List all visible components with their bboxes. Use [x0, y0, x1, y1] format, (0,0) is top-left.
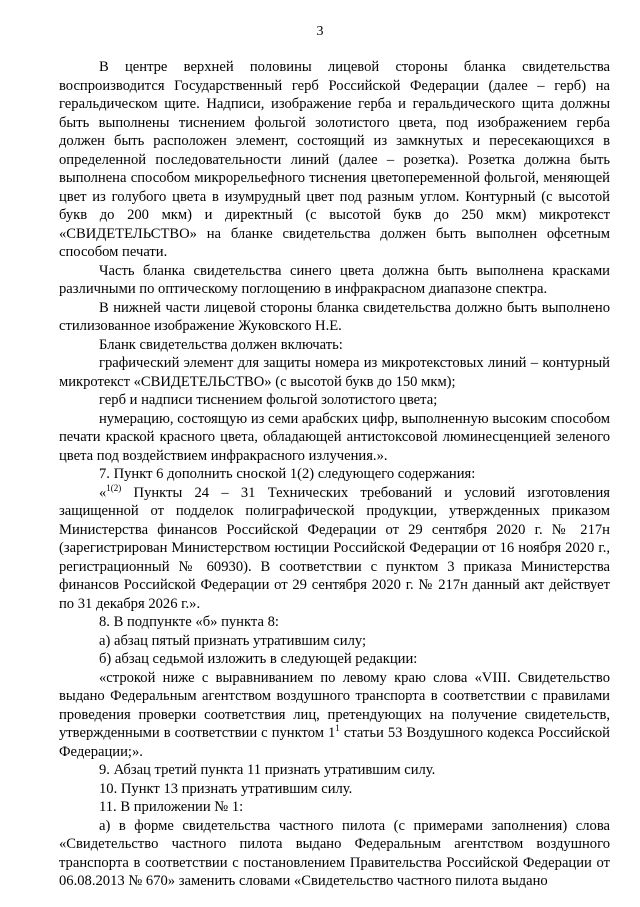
paragraph-item-11a: а) в форме свидетельства частного пилота (с примерами заполнения) слова «Свидетельство частного пилота выдано Федеральным агентством воздушного транспорта в соответствии с постановлением Правительства Российской Федерации от 06.08.2013 № 670» заменить словами «Свидетельство частного пилота выдано	[59, 817, 610, 889]
footnote-marker: 1(2)	[106, 482, 122, 493]
paragraph-item-8b: б) абзац седьмой изложить в следующей редакции:	[99, 651, 418, 667]
paragraph-zhukovsky-image: В нижней части лицевой стороны бланка свидетельства должно быть выполнено стилизованное изображение Жуковского Н.Е.	[59, 299, 610, 334]
new-wording-body: «строкой ниже с выравниванием по левому краю слова «VIII. Свидетельство выдано Федеральным агентством воздушного транспорта в соответствии с правилами проведения проверки соответствия лиц, претендующих на получение свидетельств, утвержденными в соответствии с пунктом 1	[59, 669, 610, 741]
new-wording-superscript: 1	[335, 723, 340, 734]
paragraph-graphic-element: графический элемент для защиты номера из микротекстовых линий – контурный микротекст «СВИДЕТЕЛЬСТВО» (с высотой букв до 150 мкм);	[59, 355, 610, 390]
paragraph-blue-part: Часть бланка свидетельства синего цвета должна быть выполнена красками различными по оптическому поглощению в инфракрасном диапазоне спектра.	[59, 262, 610, 297]
paragraph-blank-includes: Бланк свидетельства должен включать:	[99, 336, 343, 353]
paragraph-item-7: 7. Пункт 6 дополнить сноской 1(2) следующего содержания:	[99, 466, 476, 482]
paragraph-item-8a: а) абзац пятый признать утратившим силу;	[99, 632, 367, 649]
paragraph-footnote-text	[59, 484, 610, 614]
footnote-open-quote: «	[99, 484, 107, 501]
paragraph-numbering: нумерацию, состоящую из семи арабских цифр, выполненную высоким способом печати краской красного цвета, обладающей антистоксовой люминесценцией зеленого цвета под воздействием инфракрасного излучения.».	[59, 410, 610, 464]
paragraph-item-8: 8. В подпункте «б» пункта 8:	[99, 614, 279, 630]
page-number: 3	[316, 24, 324, 39]
paragraph-item-10: 10. Пункт 13 признать утратившим силу.	[99, 780, 353, 797]
paragraph-item-9: 9. Абзац третий пункта 11 признать утратившим силу.	[99, 762, 436, 778]
document-body	[59, 58, 610, 891]
paragraph-new-wording	[59, 669, 610, 762]
paragraph-item-11: 11. В приложении № 1:	[99, 799, 244, 815]
paragraph-emblem-foil: герб и надписи тиснением фольгой золотистого цвета;	[99, 392, 438, 408]
paragraph-coat-of-arms: В центре верхней половины лицевой стороны бланка свидетельства воспроизводится Государственный герб Российской Федерации (далее – герб) на геральдическом щите. Надписи, изображение герба и геральдического щита должны быть выполнены тиснением фольгой золотистого цвета, под изображением герба должен быть расположен элемент, состоящий из замкнутых и пересекающихся в определенной последовательности линий (далее – розетка). Розетка должна быть выполнена способом микрорельефного тиснения цветопеременной фольгой, меняющей цвет из голубого цвета в изумрудный цвет под разным углом. Контурный (с высотой букв до 200 мкм) и директный (с высотой букв до 250 мкм) микротекст «СВИДЕТЕЛЬСТВО» на бланке свидетельства должен быть выполнен офсетным способом печати.	[59, 59, 610, 260]
footnote-body: Пункты 24 – 31 Технических требований и условий изготовления защищенной от подделок полиграфической продукции, утвержденных приказом Министерства финансов Российской Федерации от 29 сентября 2020 г. № 217н (зарегистрирован Министерством юстиции Российской Федерации от 16 ноября 2020 г., регистрационный № 60930). В соответствии с пунктом 3 приказа Министерства финансов Российской Федерации от 29 сентября 2020 г. № 217н данный акт действует по 31 декабря 2026 г.».	[59, 484, 610, 612]
new-wording-end: статьи 53 Воздушного кодекса Российской Федерации;».	[59, 725, 610, 760]
